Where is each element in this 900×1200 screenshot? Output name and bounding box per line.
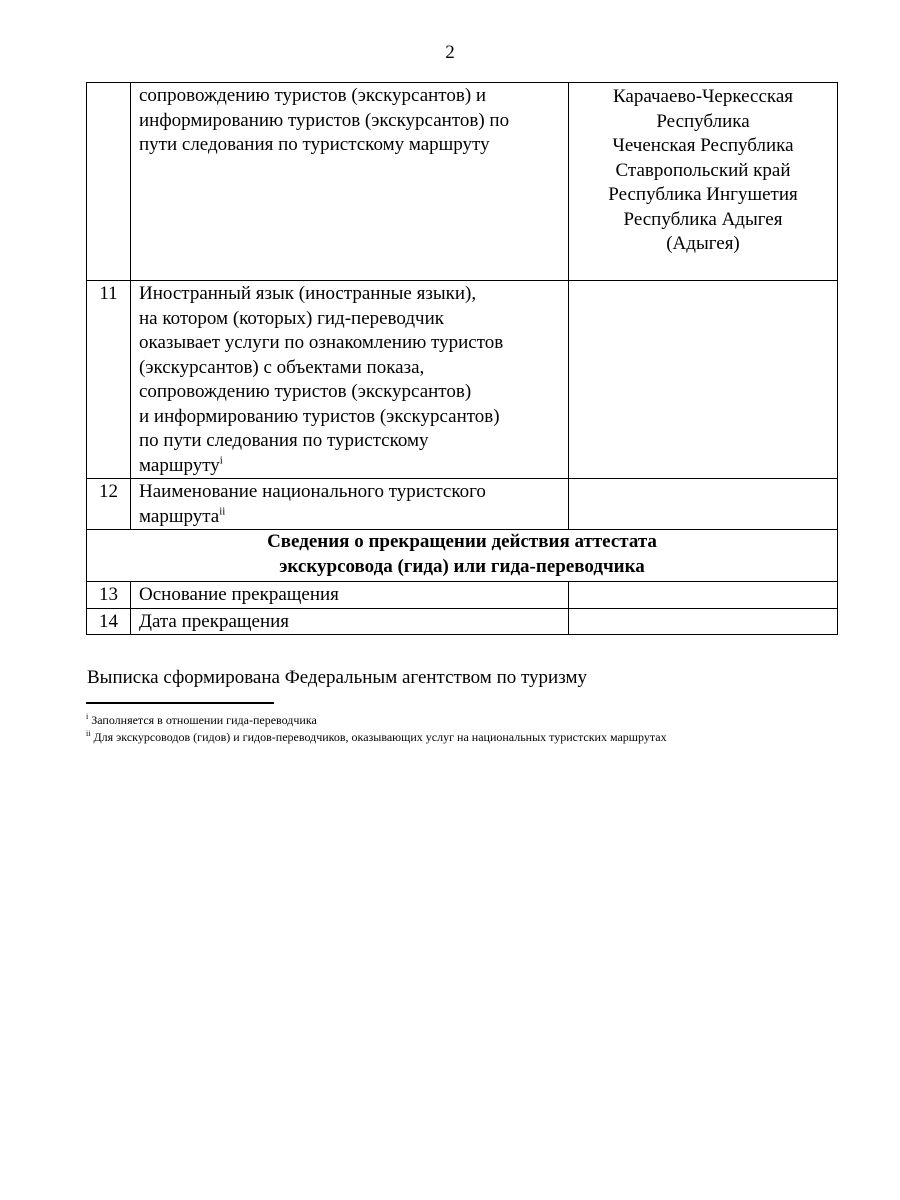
region-line: Республика — [656, 110, 750, 132]
row-description-cell — [131, 479, 569, 530]
row-description-cell — [131, 281, 569, 479]
table-row-13 — [87, 582, 838, 609]
table-row-14 — [87, 608, 838, 635]
page-number: 2 — [445, 42, 455, 63]
region-line: (Адыгея) — [666, 233, 740, 254]
row-number-cell: 13 — [87, 582, 131, 609]
footnote-item — [86, 712, 667, 729]
description-line: по пути следования по туристскому — [139, 430, 429, 451]
section-heading-row — [87, 530, 838, 582]
row-number-cell: 14 — [87, 608, 131, 635]
region-line: Чеченская Республика — [612, 135, 794, 156]
description-line: на котором (которых) гид-переводчик — [139, 307, 444, 329]
footnote-mark: i — [86, 712, 89, 721]
row-value-cell — [569, 281, 838, 479]
description-line: оказывает услуги по ознакомлению туристов — [139, 332, 504, 353]
description-text: маршрута — [139, 505, 220, 527]
row-value-cell — [569, 479, 838, 530]
description-line: и информированию туристов (экскурсантов) — [139, 405, 500, 427]
table-row-11 — [87, 281, 838, 479]
section-heading — [87, 530, 838, 582]
footnote-divider — [86, 702, 274, 704]
description-line: Наименование национального туристского — [139, 481, 486, 502]
description-line: информированию туристов (экскурсантов) по — [139, 109, 510, 131]
footnote-text: Для экскурсоводов (гидов) и гидов-переводчиков, оказывающих услуг на национальных туристских маршрутах — [93, 730, 667, 744]
description-line: сопровождению туристов (экскурсантов) — [139, 381, 472, 402]
section-heading-line: экскурсовода (гида) или гида-переводчика — [279, 555, 645, 577]
row-description-cell: Дата прекращения — [131, 608, 569, 635]
footnote-reference: i — [219, 454, 223, 467]
row-number-cell — [87, 83, 131, 281]
row-description-cell — [131, 83, 569, 281]
region-line: Ставропольский край — [615, 159, 791, 181]
description-line-with-footnote — [139, 454, 562, 479]
table-row-12 — [87, 479, 838, 530]
description-line-with-footnote — [139, 505, 562, 530]
footnotes — [86, 712, 667, 746]
regions-value-cell — [569, 83, 838, 281]
footnote-reference: ii — [219, 505, 226, 518]
footnote-text: Заполняется в отношении гида-переводчика — [91, 713, 317, 727]
region-line: Республика Адыгея — [623, 208, 783, 230]
region-line: Республика Ингушетия — [608, 184, 798, 205]
row-number-cell: 11 — [87, 281, 131, 479]
table-row-continued — [87, 83, 838, 281]
description-line: (экскурсантов) с объектами показа, — [139, 356, 425, 378]
footnote-item — [86, 729, 667, 746]
row-number-cell: 12 — [87, 479, 131, 530]
row-value-cell — [569, 582, 838, 609]
description-line: сопровождению туристов (экскурсантов) и — [139, 85, 487, 106]
row-value-cell — [569, 608, 838, 635]
extract-statement: Выписка сформирована Федеральным агентством по туризму — [87, 667, 587, 688]
description-line: пути следования по туристскому маршруту — [139, 134, 490, 155]
attestation-extract-table — [86, 82, 838, 635]
region-line: Карачаево-Черкесская — [612, 86, 794, 107]
row-description-cell: Основание прекращения — [131, 582, 569, 609]
description-line: Иностранный язык (иностранные языки), — [139, 283, 477, 304]
section-heading-line: Сведения о прекращении действия аттестата — [267, 531, 657, 552]
description-text: маршруту — [139, 454, 220, 476]
footnote-mark: ii — [86, 729, 91, 738]
